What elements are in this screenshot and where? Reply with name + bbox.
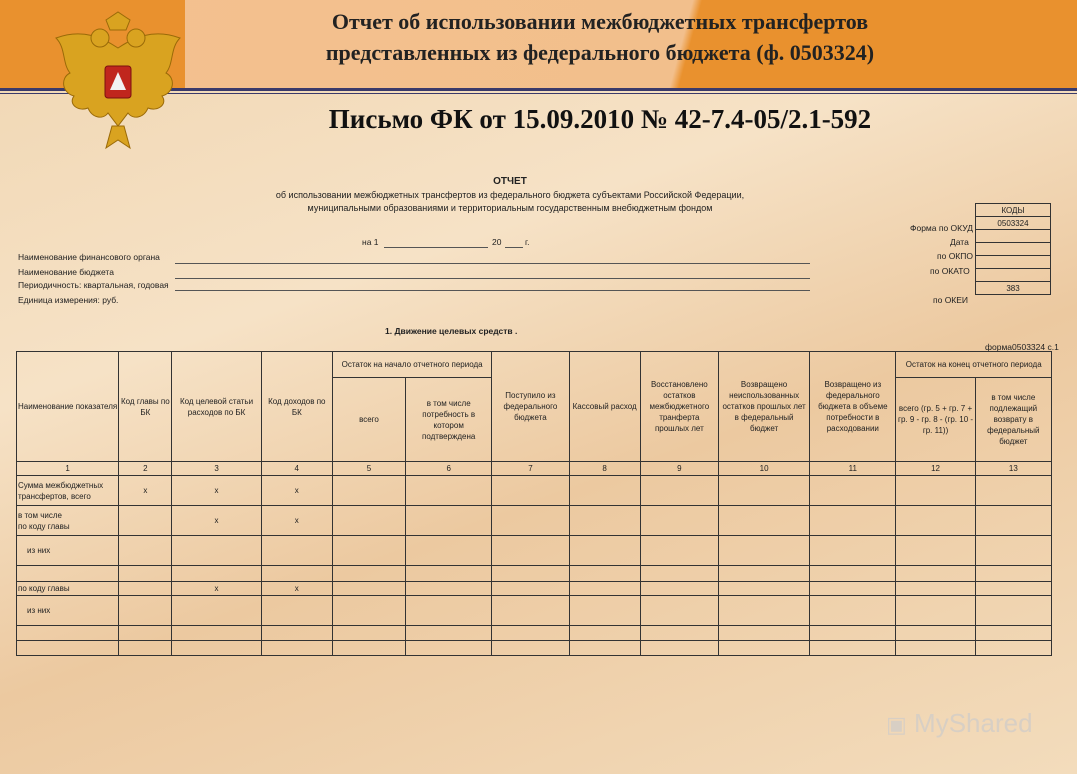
col-received: Поступило из федерального бюджета <box>492 352 569 462</box>
col-names: Наименование показателя <box>17 352 119 462</box>
table-row <box>17 536 1052 566</box>
period-label: Периодичность: квартальная, годовая <box>18 280 169 290</box>
okato-cell <box>976 256 1051 269</box>
page-title <box>240 6 960 68</box>
col-num: 6 <box>406 462 492 476</box>
col-num: 10 <box>718 462 809 476</box>
table-row <box>17 582 1052 596</box>
table-row <box>17 476 1052 506</box>
x-mark: x <box>261 476 332 506</box>
report-line-1: об использовании межбюджетных трансфертов из федерального бюджета субъектами Российской Федерации, <box>275 190 745 200</box>
year-underline <box>505 247 523 248</box>
watermark <box>886 708 1033 739</box>
codes-header: КОДЫ <box>976 204 1051 217</box>
col-num: 12 <box>896 462 975 476</box>
col-begin-total: всего <box>332 378 405 462</box>
title-line-1: Отчет об использовании межбюджетных трансфертов <box>331 9 869 34</box>
col-num: 1 <box>17 462 119 476</box>
okei-label: по ОКЕИ <box>933 295 969 305</box>
x-mark: x <box>261 582 332 596</box>
row-label: из них <box>17 596 119 626</box>
col-end: Остаток на конец отчетного периода <box>896 352 1052 378</box>
col-cash: Кассовый расход <box>569 352 640 462</box>
okei-value: 383 <box>976 282 1051 295</box>
col-glava: Код главы по БК <box>119 352 172 462</box>
okud-value: 0503324 <box>976 217 1051 230</box>
okpo-label: по ОКПО <box>937 251 973 261</box>
x-mark: x <box>119 476 172 506</box>
coat-of-arms-icon <box>48 8 188 158</box>
col-end-total: всего (гр. 5 + гр. 7 + гр. 9 - гр. 8 - (гр. 10 - гр. 11)) <box>896 378 975 462</box>
report-title: ОТЧЕТ <box>493 176 527 187</box>
unit-label: Единица измерения: руб. <box>18 295 119 305</box>
x-mark: x <box>172 506 261 536</box>
col-begin: Остаток на начало отчетного периода <box>332 352 491 378</box>
budget-label: Наименование бюджета <box>18 267 114 277</box>
table-row <box>17 641 1052 656</box>
date-underline <box>384 247 488 248</box>
period-underline <box>175 290 810 291</box>
section-title: 1. Движение целевых средств . <box>385 326 518 336</box>
date-prefix: на 1 <box>362 237 379 247</box>
col-begin-need: в том числе потребность в котором подтверждена <box>406 378 492 462</box>
col-num: 13 <box>975 462 1051 476</box>
table-row <box>17 566 1052 582</box>
row-label: в том числе по коду главы <box>17 506 119 536</box>
col-num: 8 <box>569 462 640 476</box>
col-income: Код доходов по БК <box>261 352 332 462</box>
title-line-2: представленных из федерального бюджета (ф. 0503324) <box>325 40 875 65</box>
date-code-label: Дата <box>950 237 969 247</box>
fin-org-underline <box>175 263 810 264</box>
report-form <box>10 168 1068 688</box>
codes-table <box>975 203 1051 295</box>
row-label: Сумма межбюджетных трансфертов, всего <box>17 476 119 506</box>
form-reference: форма0503324 с.1 <box>985 342 1059 352</box>
col-num: 9 <box>640 462 718 476</box>
row-label: из них <box>17 536 119 566</box>
okud-label: Форма по ОКУД <box>910 223 973 233</box>
column-numbers-row <box>17 462 1052 476</box>
okato-label: по ОКАТО <box>930 266 970 276</box>
page-subtitle: Письмо ФК от 15.09.2010 № 42-7.4-05/2.1-592 <box>328 104 872 134</box>
watermark-text: MyShared <box>914 708 1033 738</box>
table-row <box>17 506 1052 536</box>
report-line-2: муниципальными образованиями и территориальным государственным внебюджетным фондом <box>307 203 713 213</box>
row-label: по коду главы <box>17 582 119 596</box>
col-end-return: в том числе подлежащий возврату в федеральный бюджет <box>975 378 1051 462</box>
table-row <box>17 626 1052 641</box>
col-returned-need: Возвращено из федерального бюджета в объеме потребности в расходовании <box>810 352 896 462</box>
okpo-cell <box>976 243 1051 256</box>
col-num: 4 <box>261 462 332 476</box>
col-num: 11 <box>810 462 896 476</box>
movement-table <box>16 351 1052 656</box>
presentation-icon: ▣ <box>886 712 907 737</box>
x-mark: x <box>172 582 261 596</box>
table-row <box>17 596 1052 626</box>
col-returned-unused: Возвращено неиспользованных остатков прошлых лет в федеральный бюджет <box>718 352 809 462</box>
col-restored: Восстановлено остатков межбюджетного транферта прошлых лет <box>640 352 718 462</box>
x-mark: x <box>172 476 261 506</box>
fin-org-label: Наименование финансового органа <box>18 252 160 262</box>
blank-code-cell <box>976 269 1051 282</box>
date-year: 20 <box>492 237 502 247</box>
x-mark: x <box>261 506 332 536</box>
budget-underline <box>175 278 810 279</box>
col-num: 3 <box>172 462 261 476</box>
col-num: 2 <box>119 462 172 476</box>
date-code-cell <box>976 230 1051 243</box>
col-num: 7 <box>492 462 569 476</box>
col-target: Код целевой статьи расходов по БК <box>172 352 261 462</box>
date-suffix: г. <box>525 237 530 247</box>
col-num: 5 <box>332 462 405 476</box>
